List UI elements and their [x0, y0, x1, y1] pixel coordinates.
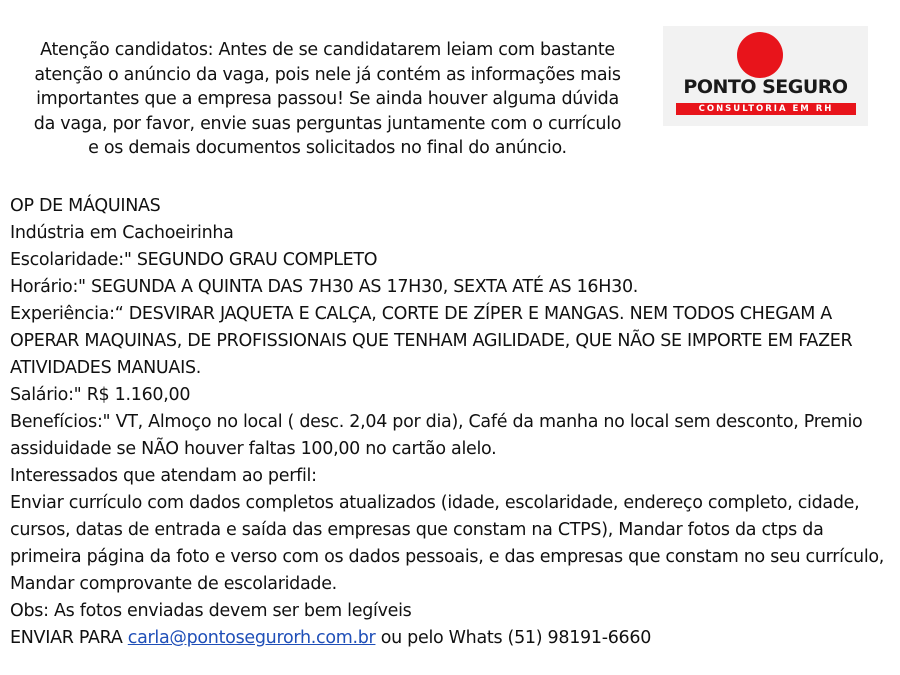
job-note: Obs: As fotos enviadas devem ser bem legíveis [10, 601, 412, 621]
intro-line: e os demais documentos solicitados no final do anúncio. [88, 138, 567, 158]
job-schedule: Horário:" SEGUNDA A QUINTA DAS 7H30 AS 17H30, SEXTA ATÉ AS 16H30. [10, 277, 639, 297]
email-link[interactable]: carla@pontosegurorh.com.br [127, 628, 376, 648]
job-contact [10, 625, 895, 652]
logo-name: PONTO SEGURO [683, 76, 848, 98]
intro-line: importantes que a empresa passou! Se ainda houver alguma dúvida [36, 89, 619, 109]
intro-line: atenção o anúncio da vaga, pois nele já contém as informações mais [34, 64, 621, 85]
company-logo [663, 26, 868, 126]
contact-prefix: ENVIAR PARA [10, 628, 128, 648]
contact-suffix: ou pelo Whats (51) 98191-6660 [375, 628, 652, 648]
job-title: OP DE MÁQUINAS [10, 196, 161, 216]
job-experience: Experiência:“ DESVIRAR JAQUETA E CALÇA, CORTE DE ZÍPER E MANGAS. NEM TODOS CHEGAM A OPERAR MAQUINAS, DE PROFISSIONAIS QUE TENHAM AGILIDADE, QUE NÃO SE IMPORTE EM FAZER ATIVIDADES MANUAIS. [10, 304, 853, 378]
intro-line: Atenção candidatos: Antes de se candidatarem leiam com bastante [40, 40, 615, 60]
logo-tagline: CONSULTORIA EM RH [676, 103, 856, 115]
job-salary: Salário:" R$ 1.160,00 [10, 385, 191, 405]
job-education: Escolaridade:" SEGUNDO GRAU COMPLETO [10, 250, 378, 270]
job-posting [10, 193, 895, 652]
intro-line: da vaga, por favor, envie suas perguntas juntamente com o currículo [33, 113, 622, 134]
job-benefits: Benefícios:" VT, Almoço no local ( desc. 2,04 por dia), Café da manha no local sem desconto, Premio assiduidade se NÃO houver faltas 100,00 no cartão alelo. [10, 412, 863, 459]
intro-notice [10, 38, 645, 161]
logo-red-circle [737, 32, 783, 78]
job-interested: Interessados que atendam ao perfil: [10, 466, 317, 486]
job-send-instructions: Enviar currículo com dados completos atualizados (idade, escolaridade, endereço completo, cidade, cursos, datas de entrada e saída das empresas que constam na CTPS), Mandar fotos da ctps da primeira página da foto e verso com os dados pessoais, e das empresas que constam no seu currículo, Mandar comprovante de escolaridade. [10, 493, 885, 594]
job-company: Indústria em Cachoeirinha [10, 223, 234, 243]
